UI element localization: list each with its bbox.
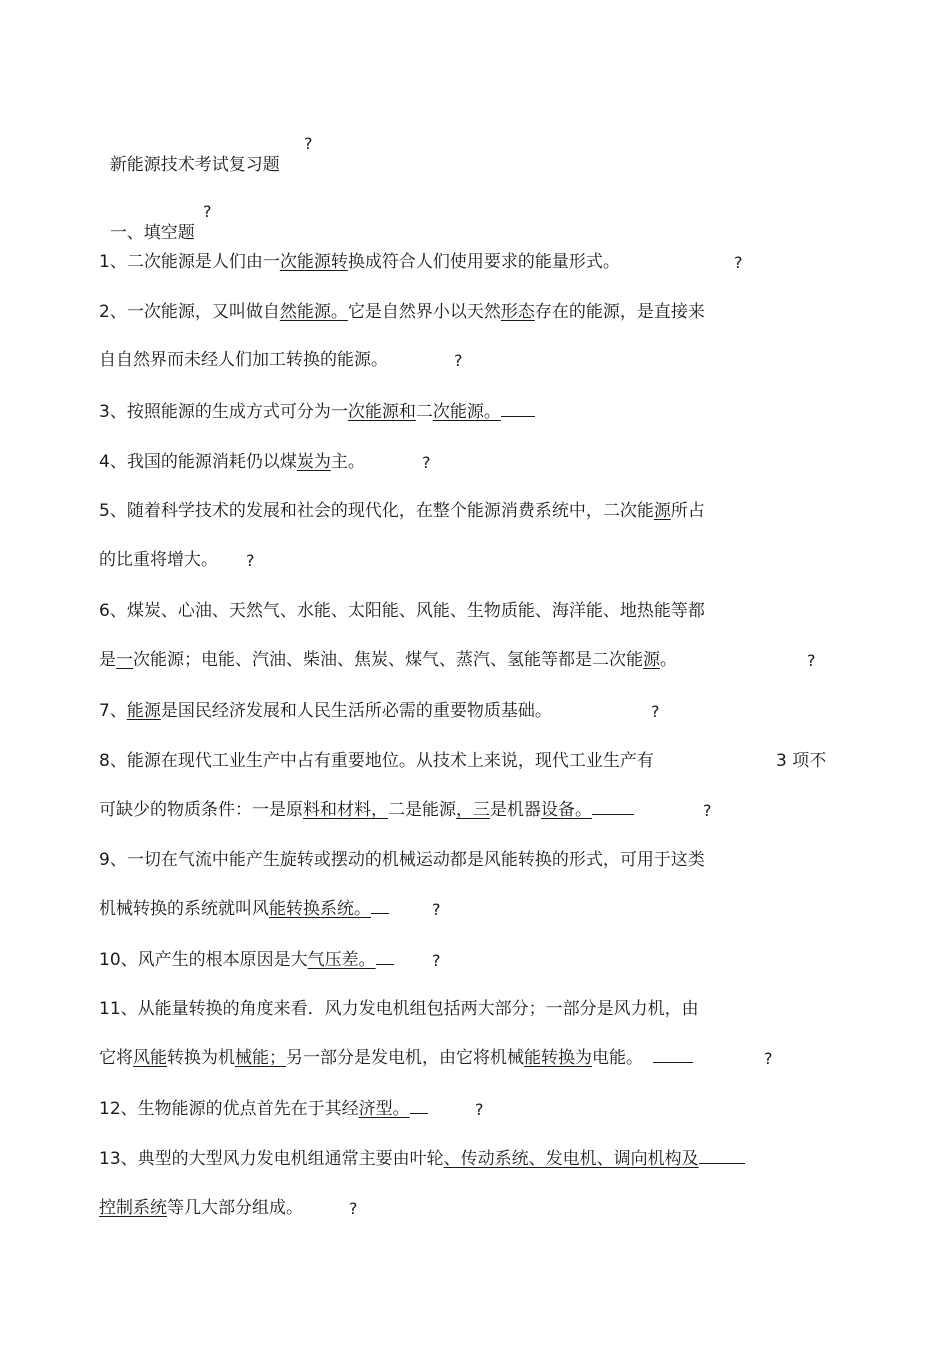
q2-text-c: 它是自然界小以天然 xyxy=(347,302,501,322)
q8-text-b: 可缺少的物质条件：一是原 xyxy=(99,800,303,820)
q4-text-a: 4、我国的能源消耗仍以煤 xyxy=(99,452,297,472)
q8-mark: ? xyxy=(703,801,712,820)
question-2-line-2 xyxy=(99,349,388,371)
q6-text-b: 是 xyxy=(99,650,116,670)
question-6-line-1 xyxy=(99,600,705,622)
q5-text-c: 所占 xyxy=(670,501,705,521)
q11-answer-3: 能转换为 xyxy=(524,1048,592,1068)
section-mark: ? xyxy=(203,202,212,221)
question-8-line-1 xyxy=(99,750,654,772)
title-mark: ? xyxy=(304,134,313,153)
q2-text-e: 存在的能源，是直接来 xyxy=(534,302,705,322)
q12-answer: 济型。 xyxy=(358,1099,410,1119)
q10-blank xyxy=(376,950,394,965)
question-13-line-1 xyxy=(99,1148,745,1170)
question-9-line-2 xyxy=(99,898,389,920)
q5-mark: ? xyxy=(246,551,255,570)
q3-text-c: 二 xyxy=(415,402,433,422)
q12-text-a: 12、生物能源的优点首先在于其经 xyxy=(99,1099,359,1119)
question-4 xyxy=(99,451,365,473)
question-13-line-2 xyxy=(99,1197,303,1219)
q4-answer: 炭为 xyxy=(296,452,331,472)
q12-blank xyxy=(410,1099,428,1114)
q3-answer-1: 次能源和 xyxy=(347,402,416,422)
question-3 xyxy=(99,401,535,423)
q9-answer: 能转换系统。 xyxy=(269,899,371,919)
question-12 xyxy=(99,1098,428,1120)
q5-text-a: 5、随着科学技术的发展和社会的现代化，在整个能源消费系统中，二次能 xyxy=(99,501,654,521)
q1-mark: ? xyxy=(734,253,743,272)
q9-mark: ? xyxy=(432,900,441,919)
q7-answer: 能源 xyxy=(126,701,161,721)
q5-answer: 源 xyxy=(653,501,671,521)
section-text: 一、填空题 xyxy=(109,223,195,243)
q9-blank xyxy=(371,899,389,914)
page-title xyxy=(99,132,280,176)
q11-text-d: 转换为机 xyxy=(167,1048,235,1068)
q6-text-a: 6、煤炭、心油、天然气、水能、太阳能、风能、生物质能、海洋能、地热能等都 xyxy=(99,601,705,621)
q2-mark: ? xyxy=(454,351,463,370)
q11-answer-1: 风能 xyxy=(133,1048,167,1068)
question-1 xyxy=(99,251,620,273)
q8-answer-3: 设备。 xyxy=(541,800,592,820)
q6-mark: ? xyxy=(807,651,816,670)
q3-blank xyxy=(501,402,535,417)
q10-text-a: 10、风产生的根本原因是大 xyxy=(99,950,308,970)
q8-number: 3 项不 xyxy=(776,751,827,771)
q10-answer: 气压差。 xyxy=(307,950,376,970)
q11-answer-2: 械能； xyxy=(235,1048,286,1068)
q12-mark: ? xyxy=(475,1100,484,1119)
q2-answer-1: 然能源。 xyxy=(279,302,348,322)
q11-text-h: 电能。 xyxy=(592,1048,643,1068)
q10-mark: ? xyxy=(432,951,441,970)
q1-text-a: 1、二次能源是人们由一 xyxy=(99,252,280,272)
q6-text-d: 次能源；电能、汽油、柴油、焦炭、煤气、蒸汽、氢能等都是二次能 xyxy=(133,650,643,670)
q1-text-c: 换成符合人们使用要求的能量形式。 xyxy=(347,252,620,272)
q6-text-f: 。 xyxy=(660,650,677,670)
q8-text-d: 二是能源 xyxy=(388,800,456,820)
question-11-line-2 xyxy=(99,1047,693,1069)
question-8-line-2 xyxy=(99,799,634,821)
q3-text-a: 3、按照能源的生成方式可分为一 xyxy=(99,402,348,422)
q13-blank xyxy=(699,1149,745,1164)
question-9-line-1 xyxy=(99,849,705,871)
q8-text-f: 是机器 xyxy=(490,800,541,820)
q5-text-d: 的比重将增大。 xyxy=(99,550,218,570)
q2-answer-2: 形态 xyxy=(500,302,535,322)
q8-text-a: 8、能源在现代工业生产中占有重要地位。从技术上来说，现代工业生产有 xyxy=(99,751,654,771)
q11-text-a: 11、从能量转换的角度来看．风力发电机组包括两大部分；一部分是风力机，由 xyxy=(99,999,699,1019)
q8-answer-1: 料和材料， xyxy=(303,800,388,820)
q13-mark: ? xyxy=(349,1199,358,1218)
q11-blank xyxy=(653,1048,693,1063)
q13-answer-1: 、传动系统、发电机、调向机构及 xyxy=(443,1149,699,1169)
title-text: 新能源技术考试复习题 xyxy=(109,155,280,175)
q9-text-a: 9、一切在气流中能产生旋转或摆动的机械运动都是风能转换的形式，可用于这类 xyxy=(99,850,705,870)
q7-text-c: 是国民经济发展和人民生活所必需的重要物质基础。 xyxy=(160,701,552,721)
q11-mark: ? xyxy=(764,1049,773,1068)
q11-text-b: 它将 xyxy=(99,1048,133,1068)
q7-mark: ? xyxy=(651,702,660,721)
q11-text-f: 另一部分是发电机，由它将机械 xyxy=(286,1048,524,1068)
q3-answer-2: 次能源。 xyxy=(432,402,501,422)
q4-mark: ? xyxy=(422,453,431,472)
q4-text-c: 主。 xyxy=(330,452,365,472)
q13-text-d: 等几大部分组成。 xyxy=(167,1198,303,1218)
q9-text-b: 机械转换的系统就叫风 xyxy=(99,899,269,919)
q2-text-a: 2、一次能源，又叫做自 xyxy=(99,302,280,322)
q13-answer-2: 控制系统 xyxy=(99,1198,167,1218)
q6-answer-1: 一 xyxy=(116,650,133,670)
q1-answer: 次能源转 xyxy=(279,252,348,272)
q8-answer-2: ，三 xyxy=(456,800,490,820)
q7-text-a: 7、 xyxy=(99,701,127,721)
question-11-line-1 xyxy=(99,998,699,1020)
question-6-line-2 xyxy=(99,649,677,671)
question-7 xyxy=(99,700,552,722)
question-10 xyxy=(99,949,394,971)
question-5-line-1 xyxy=(99,500,705,522)
q8-blank xyxy=(592,800,634,815)
question-2-line-1 xyxy=(99,301,705,323)
q2-text-f: 自自然界而未经人们加工转换的能源。 xyxy=(99,350,388,370)
section-heading xyxy=(99,200,195,244)
question-5-line-2 xyxy=(99,549,218,571)
q13-text-a: 13、典型的大型风力发电机组通常主要由叶轮 xyxy=(99,1149,444,1169)
q6-answer-2: 源 xyxy=(643,650,660,670)
